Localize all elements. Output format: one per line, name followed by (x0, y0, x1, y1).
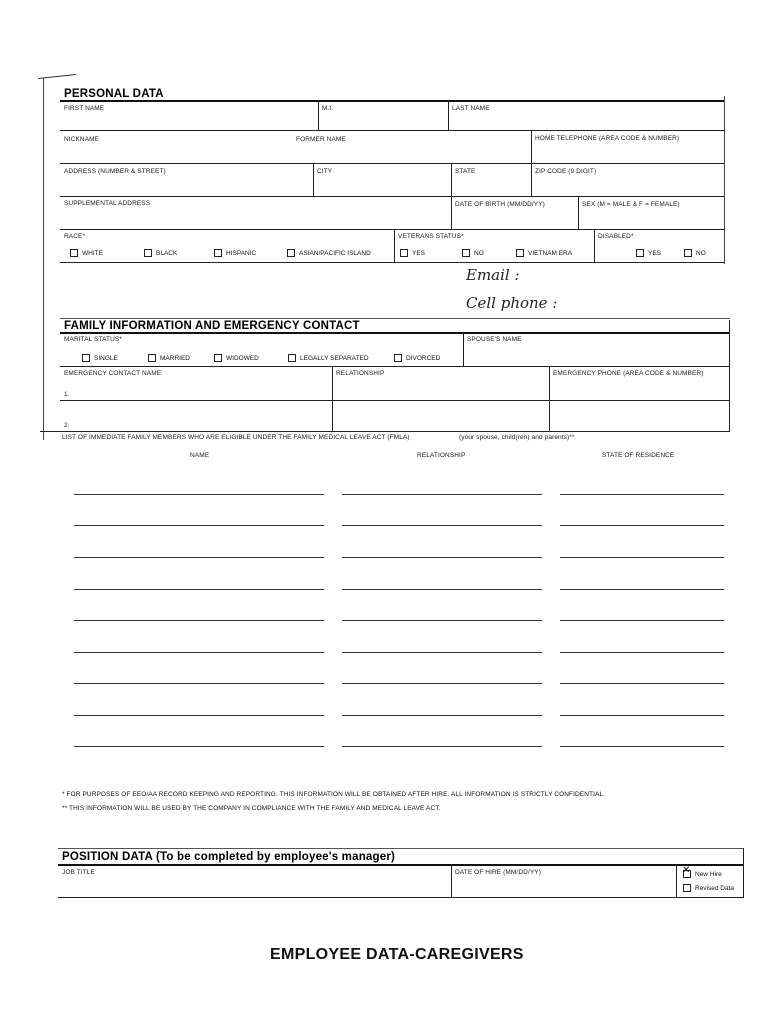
divider (676, 865, 677, 897)
divider (594, 230, 595, 262)
field-rule (60, 262, 724, 263)
state-line[interactable] (560, 715, 724, 716)
option-label: MARRIED (160, 354, 190, 362)
checkbox-box (684, 249, 692, 257)
field-rule (60, 196, 724, 197)
name-line[interactable] (74, 746, 324, 747)
divider (463, 333, 464, 367)
job-title-label: JOB TITLE (62, 869, 95, 876)
divider (729, 320, 730, 432)
field-rule (60, 400, 730, 401)
relationship-label: RELATIONSHIP (336, 370, 385, 377)
option-label: HISPANIC (226, 249, 257, 257)
option-label: WIDOWED (226, 354, 259, 362)
new-hire-checkbox[interactable] (683, 870, 722, 878)
marital-married-checkbox[interactable] (148, 354, 190, 362)
row-number: 2. (64, 422, 70, 429)
checkbox-box (82, 354, 90, 362)
footnote-fmla: ** THIS INFORMATION WILL BE USED BY THE COMPANY IN COMPLIANCE WITH THE FAMILY AND MEDICAL LEAVE ACT. (62, 805, 441, 812)
state-line[interactable] (560, 746, 724, 747)
divider (451, 164, 452, 196)
marital-single-checkbox[interactable] (82, 354, 118, 362)
option-label: SINGLE (94, 354, 118, 362)
checkbox-box (636, 249, 644, 257)
spouse-name-label: SPOUSE'S NAME (467, 336, 522, 343)
scan-mark (724, 96, 725, 264)
option-label: NO (474, 249, 484, 257)
relationship-line[interactable] (342, 620, 542, 621)
divider (743, 848, 744, 898)
disabled-no-checkbox[interactable] (684, 249, 706, 257)
option-label: VIETNAM ERA (528, 249, 573, 257)
race-white-checkbox[interactable] (70, 249, 103, 257)
state-line[interactable] (560, 494, 724, 495)
state-line[interactable] (560, 557, 724, 558)
last-name-label: LAST NAME (452, 105, 490, 112)
fmla-list-label: LIST OF IMMEDIATE FAMILY MEMBERS WHO ARE ELIGIBLE UNDER THE FAMILY MEDICAL LEAVE ACT (FMLA) (62, 434, 410, 441)
section-rule (58, 864, 744, 866)
divider (531, 131, 532, 163)
checkbox-box (400, 249, 408, 257)
checkbox-box (214, 249, 222, 257)
relationship-line[interactable] (342, 494, 542, 495)
marital-separated-checkbox[interactable] (288, 354, 369, 362)
nickname-label: NICKNAME (64, 136, 100, 143)
scan-mark (43, 78, 44, 440)
mi-label: M.I. (322, 105, 334, 112)
checkbox-box (516, 249, 524, 257)
section-rule (60, 332, 730, 334)
checkbox-box (683, 884, 691, 892)
relationship-line[interactable] (342, 746, 542, 747)
relationship-line[interactable] (342, 652, 542, 653)
checkbox-box (70, 249, 78, 257)
date-of-hire-label: DATE OF HIRE (MM/DD/YY) (455, 869, 541, 876)
field-rule (60, 366, 730, 367)
veterans-no-checkbox[interactable] (462, 249, 484, 257)
divider (531, 164, 532, 196)
divider (448, 102, 449, 130)
disabled-yes-checkbox[interactable] (636, 249, 661, 257)
race-black-checkbox[interactable] (144, 249, 177, 257)
checkbox-box (288, 354, 296, 362)
option-label: Revised Data (695, 884, 735, 892)
divider (451, 197, 452, 229)
row-number: 1. (64, 391, 70, 398)
field-rule (58, 897, 744, 898)
former-name-label: FORMER NAME (296, 136, 346, 143)
handwritten-cell-phone: Cell phone : (466, 294, 558, 312)
name-line[interactable] (74, 525, 324, 526)
option-label: YES (648, 249, 662, 257)
relationship-line[interactable] (342, 589, 542, 590)
personal-section-title: PERSONAL DATA (64, 88, 164, 100)
divider (394, 230, 395, 262)
footnote-eeo: * FOR PURPOSES OF EEO/AA RECORD KEEPING AND REPORTING. THIS INFORMATION WILL BE OBTAINED AFTER HIRE. ALL INFORMATION IS STRICTLY CONFIDENTIAL. (62, 791, 606, 798)
relationship-line[interactable] (342, 683, 542, 684)
name-line[interactable] (74, 652, 324, 653)
disabled-label: DISABLED* (598, 233, 634, 240)
field-rule (60, 163, 724, 164)
veterans-yes-checkbox[interactable] (400, 249, 425, 257)
option-label: DIVORCED (406, 354, 441, 362)
state-line[interactable] (560, 525, 724, 526)
state-line[interactable] (560, 620, 724, 621)
zip-label: ZIP CODE (9 DIGIT) (535, 168, 597, 175)
marital-divorced-checkbox[interactable] (394, 354, 440, 362)
col-relationship-header: RELATIONSHIP (417, 452, 466, 459)
field-rule (40, 431, 730, 432)
field-rule (60, 130, 724, 131)
divider (313, 164, 314, 196)
relationship-line[interactable] (342, 715, 542, 716)
checkbox-box (214, 354, 222, 362)
section-rule (58, 848, 744, 849)
checkbox-box (462, 249, 470, 257)
first-name-label: FIRST NAME (64, 105, 105, 112)
option-label: BLACK (156, 249, 178, 257)
divider (451, 865, 452, 897)
race-hispanic-checkbox[interactable] (214, 249, 256, 257)
family-section-title: FAMILY INFORMATION AND EMERGENCY CONTACT (64, 320, 360, 332)
divider (318, 102, 319, 130)
marital-widowed-checkbox[interactable] (214, 354, 259, 362)
state-line[interactable] (560, 589, 724, 590)
city-label: CITY (317, 168, 333, 175)
state-line[interactable] (560, 652, 724, 653)
option-label: ASIAN/PACIFIC ISLAND (299, 249, 371, 257)
revised-data-checkbox[interactable] (683, 884, 734, 892)
checkbox-box (148, 354, 156, 362)
position-section-title: POSITION DATA (To be completed by employee's manager) (62, 851, 396, 863)
relationship-line[interactable] (342, 557, 542, 558)
section-rule (60, 318, 730, 319)
name-line[interactable] (74, 557, 324, 558)
form-title: EMPLOYEE DATA-CAREGIVERS (270, 946, 524, 963)
name-line[interactable] (74, 620, 324, 621)
option-label: LEGALLY SEPARATED (300, 354, 369, 362)
name-line[interactable] (74, 589, 324, 590)
marital-label: MARITAL STATUS* (64, 336, 122, 343)
name-line[interactable] (74, 683, 324, 684)
veterans-label: VETERANS STATUS* (398, 233, 464, 240)
option-label: NO (696, 249, 706, 257)
veterans-vietnam-checkbox[interactable] (516, 249, 572, 257)
home-phone-label: HOME TELEPHONE (AREA CODE & NUMBER) (535, 135, 680, 142)
name-line[interactable] (74, 494, 324, 495)
checkbox-box (287, 249, 295, 257)
state-label: STATE (455, 168, 476, 175)
emergency-contact-label: EMERGENCY CONTACT NAME (64, 370, 162, 377)
divider (578, 197, 579, 229)
supplemental-address-label: SUPPLEMENTAL ADDRESS (64, 200, 151, 207)
checkbox-box-checked (683, 870, 691, 878)
section-rule (60, 100, 724, 102)
field-rule (60, 229, 724, 230)
relationship-line[interactable] (342, 525, 542, 526)
name-line[interactable] (74, 715, 324, 716)
handwritten-email: Email : (466, 266, 520, 284)
option-label: WHITE (82, 249, 103, 257)
dob-label: DATE OF BIRTH (MM/DD/YY) (455, 201, 545, 208)
race-asian-checkbox[interactable] (287, 249, 371, 257)
fmla-hint: (your spouse, child(ren) and parents)** (459, 434, 575, 441)
checkbox-box (394, 354, 402, 362)
col-state-header: STATE OF RESIDENCE (602, 452, 675, 459)
address-label: ADDRESS (NUMBER & STREET) (64, 168, 166, 175)
sex-label: SEX (M = MALE & F = FEMALE) (582, 201, 680, 208)
checkbox-box (144, 249, 152, 257)
race-label: RACE* (64, 233, 86, 240)
option-label: YES (412, 249, 426, 257)
option-label: New Hire (695, 870, 722, 878)
emergency-phone-label: EMERGENCY PHONE (AREA CODE & NUMBER) (553, 370, 704, 377)
col-name-header: NAME (190, 452, 210, 459)
state-line[interactable] (560, 683, 724, 684)
